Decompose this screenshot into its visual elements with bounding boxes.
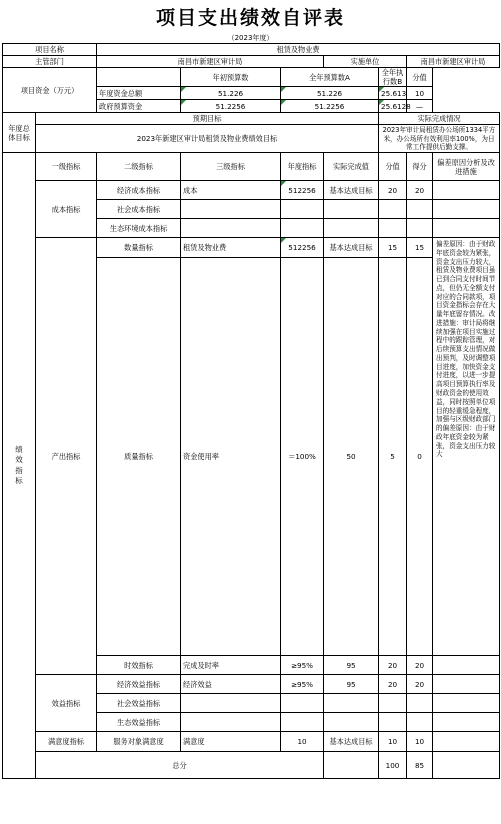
score-cell: 20 [407, 181, 433, 200]
funds-header-executed: 全年执行数B [379, 68, 407, 87]
goals-actual-text: 2023年审计局租赁办公场所1334平方米，办公场所有效利用率100%，为日常工作提供后勤支撑。 [379, 125, 500, 153]
total-score: 85 [407, 752, 433, 779]
header-level3: 三级指标 [181, 153, 281, 181]
funds-initial: 51.226 [181, 87, 281, 100]
funds-annual: 51.2256 [281, 100, 379, 113]
target-cell: 10 [281, 732, 324, 752]
page-title: 项目支出绩效自评表 [155, 7, 345, 29]
indicators-label: 绩效指标 [3, 153, 36, 779]
goals-actual-label: 实际完成情况 [379, 113, 500, 125]
header-score: 得分 [407, 153, 433, 181]
indicator-row [3, 675, 500, 694]
funds-executed: 25.6128 [379, 100, 407, 113]
target-cell: ≥95% [281, 656, 324, 675]
deviation-note: 偏差原因：由于财政年底资金较为紧张，资金支出压力较大，租赁及物业费项目虽已到合同支付时间节点，但仍无全额支付对应的合同款项，项目资金指标会存在大量年底留存情况。改进措施：审计局将继续加强在项目实施过程中的跟踪管理，对后续预算支出情况做出预判，及时调整项目进度，加快资金支付进度，以进一步提高项目预算执行率及财政资金的使用效益，同时按照单位项目的轻重缓急程度，加强与区级财政部门的偏差原因：由于财政年底资金较为紧张，资金支出压力较大 [433, 238, 500, 656]
score-value-cell: 20 [379, 181, 407, 200]
level3-cell: 完成及时率 [181, 656, 281, 675]
score-value-cell: 20 [379, 675, 407, 694]
group-satisfaction: 满意度指标 [36, 732, 97, 752]
level3-cell: 经济效益 [181, 675, 281, 694]
target-cell: ≥95% [281, 675, 324, 694]
implementer-label: 实施单位 [324, 56, 407, 68]
target-cell: 512256 [281, 238, 324, 258]
score-value-cell: 5 [379, 258, 407, 656]
funds-score-value: — [407, 100, 433, 113]
level2-cell: 经济成本指标 [97, 181, 181, 200]
goals-expected-text: 2023年新建区审计局租赁及物业费绩效目标 [36, 125, 379, 153]
header-target: 年度指标 [281, 153, 324, 181]
actual-cell: 95 [324, 675, 379, 694]
level3-cell: 成本 [181, 181, 281, 200]
indicator-row [3, 732, 500, 752]
project-name-label: 项目名称 [3, 44, 97, 56]
group-cost: 成本指标 [36, 181, 97, 238]
group-output: 产出指标 [36, 238, 97, 675]
level3-cell: 满意度 [181, 732, 281, 752]
actual-cell: 50 [324, 258, 379, 656]
target-cell: ＝100% [281, 258, 324, 656]
goals-expected-label: 预期目标 [36, 113, 379, 125]
level2-cell: 生态环境成本指标 [97, 219, 181, 238]
level2-cell: 生态效益指标 [97, 713, 181, 732]
score-cell: 10 [407, 732, 433, 752]
funds-header-row [3, 68, 500, 87]
header-deviation: 偏差原因分析及改进措施 [433, 153, 500, 181]
actual-cell: 基本达成目标 [324, 238, 379, 258]
score-value-cell: 15 [379, 238, 407, 258]
level2-cell: 质量指标 [97, 258, 181, 656]
header-actual: 实际完成值 [324, 153, 379, 181]
implementer-value: 南昌市新建区审计局 [407, 56, 500, 68]
actual-cell: 基本达成目标 [324, 181, 379, 200]
score-cell: 20 [407, 675, 433, 694]
funds-label: 项目资金（万元） [3, 68, 97, 113]
funds-header-score-value: 分值 [407, 68, 433, 87]
goals-header-row [3, 113, 500, 125]
project-name-row [3, 44, 500, 56]
score-value-cell: 20 [379, 656, 407, 675]
funds-annual: 51.226 [281, 87, 379, 100]
group-benefit: 效益指标 [36, 675, 97, 732]
indicator-row [3, 181, 500, 200]
department-label: 主管部门 [3, 56, 97, 68]
level2-cell: 社会成本指标 [97, 200, 181, 219]
page-subtitle: （2023年度） [227, 34, 274, 42]
score-cell: 0 [407, 258, 433, 656]
funds-row-name: 政府预算资金 [97, 100, 181, 113]
total-label: 总分 [36, 752, 324, 779]
level2-cell: 数量指标 [97, 238, 181, 258]
project-name-value: 租赁及物业费 [97, 44, 500, 56]
goals-label: 年度总体目标 [3, 113, 36, 153]
total-row [3, 752, 500, 779]
header-level1: 一级指标 [36, 153, 97, 181]
funds-header-annual: 全年预算数A [281, 68, 379, 87]
goals-row [3, 125, 500, 153]
funds-score-value: 10 [407, 87, 433, 100]
level2-cell: 社会效益指标 [97, 694, 181, 713]
funds-row-name: 年度资金总额 [97, 87, 181, 100]
level2-cell: 服务对象满意度 [97, 732, 181, 752]
level3-cell: 租赁及物业费 [181, 238, 281, 258]
department-row [3, 56, 500, 68]
header-level2: 二级指标 [97, 153, 181, 181]
level2-cell: 经济效益指标 [97, 675, 181, 694]
evaluation-table [2, 43, 500, 779]
actual-cell: 基本达成目标 [324, 732, 379, 752]
score-value-cell: 10 [379, 732, 407, 752]
target-cell: 512256 [281, 181, 324, 200]
actual-cell: 95 [324, 656, 379, 675]
total-score-value: 100 [379, 752, 407, 779]
header-score-value: 分值 [379, 153, 407, 181]
level3-cell: 资金使用率 [181, 258, 281, 656]
level2-cell: 时效指标 [97, 656, 181, 675]
indicators-header-row [3, 153, 500, 181]
score-cell: 20 [407, 656, 433, 675]
funds-initial: 51.2256 [181, 100, 281, 113]
score-cell: 15 [407, 238, 433, 258]
funds-executed: 25.613 [379, 87, 407, 100]
indicator-row [3, 238, 500, 258]
department-value: 南昌市新建区审计局 [97, 56, 324, 68]
funds-header-initial: 年初预算数 [181, 68, 281, 87]
